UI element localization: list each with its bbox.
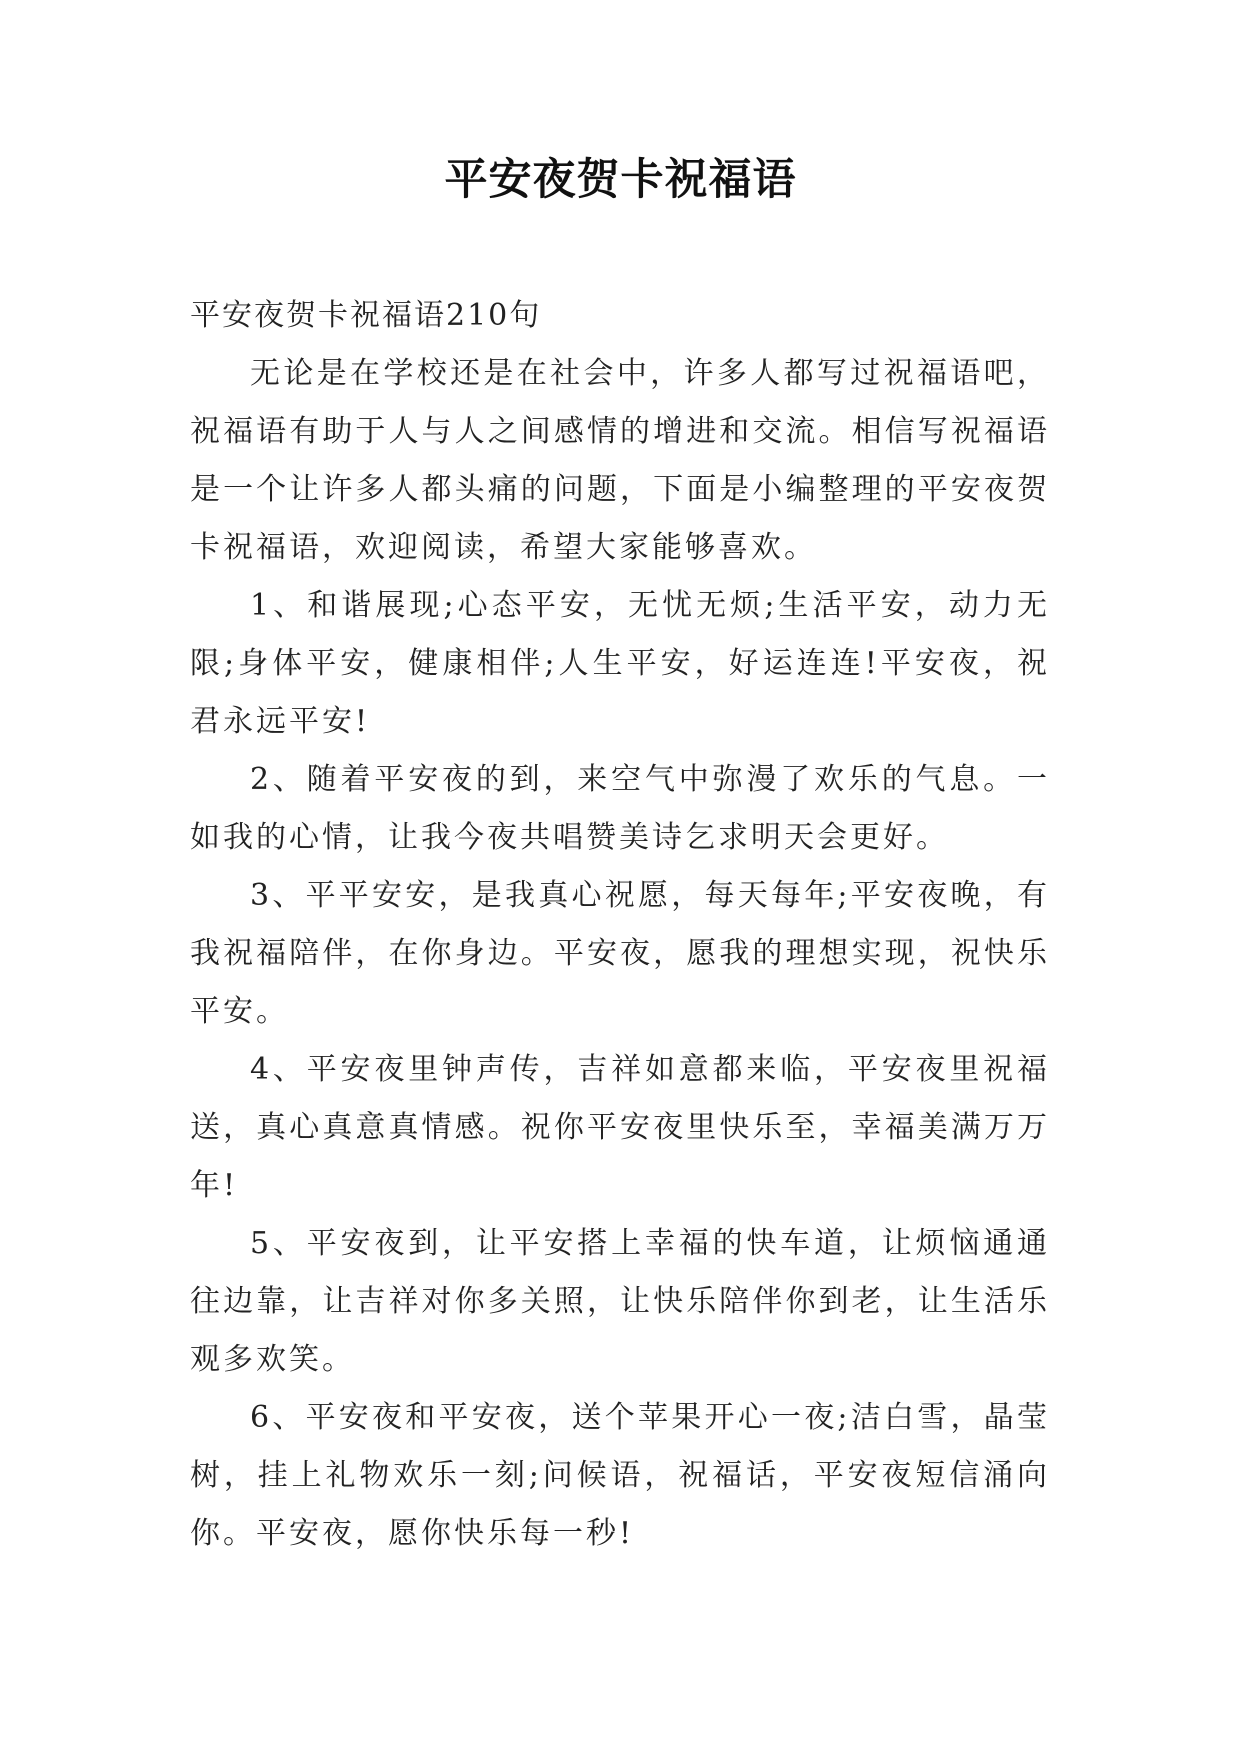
blessing-paragraph-1: 1、和谐展现;心态平安，无忧无烦;生活平安，动力无限;身体平安，健康相伴;人生平安，好运连连!平安夜，祝君永远平安!: [190, 588, 1050, 739]
blessing-paragraph-5: 5、平安夜到，让平安搭上幸福的快车道，让烦恼通通往边靠，让吉祥对你多关照，让快乐陪伴你到老，让生活乐观多欢笑。: [190, 1226, 1050, 1377]
blessing-paragraph-3: 3、平平安安，是我真心祝愿，每天每年;平安夜晚，有我祝福陪伴，在你身边。平安夜，愿我的理想实现，祝快乐平安。: [190, 878, 1050, 1029]
blessing-paragraph-4: 4、平安夜里钟声传，吉祥如意都来临，平安夜里祝福送，真心真意真情感。祝你平安夜里快乐至，幸福美满万万年!: [190, 1052, 1050, 1203]
blessing-paragraph-6: 6、平安夜和平安夜，送个苹果开心一夜;洁白雪，晶莹树，挂上礼物欢乐一刻;问候语，祝福话，平安夜短信涌向你。平安夜，愿你快乐每一秒!: [190, 1400, 1050, 1551]
document-body: [190, 287, 1050, 1563]
document-title: 平安夜贺卡祝福语: [444, 155, 797, 205]
blessing-paragraph-2: 2、随着平安夜的到，来空气中弥漫了欢乐的气息。一如我的心情，让我今夜共唱赞美诗乞求明天会更好。: [190, 762, 1050, 855]
document-subtitle: 平安夜贺卡祝福语210句: [190, 298, 542, 333]
intro-paragraph: 无论是在学校还是在社会中，许多人都写过祝福语吧，祝福语有助于人与人之间感情的增进和交流。相信写祝福语是一个让许多人都头痛的问题，下面是小编整理的平安夜贺卡祝福语，欢迎阅读，希望大家能够喜欢。: [190, 356, 1050, 565]
